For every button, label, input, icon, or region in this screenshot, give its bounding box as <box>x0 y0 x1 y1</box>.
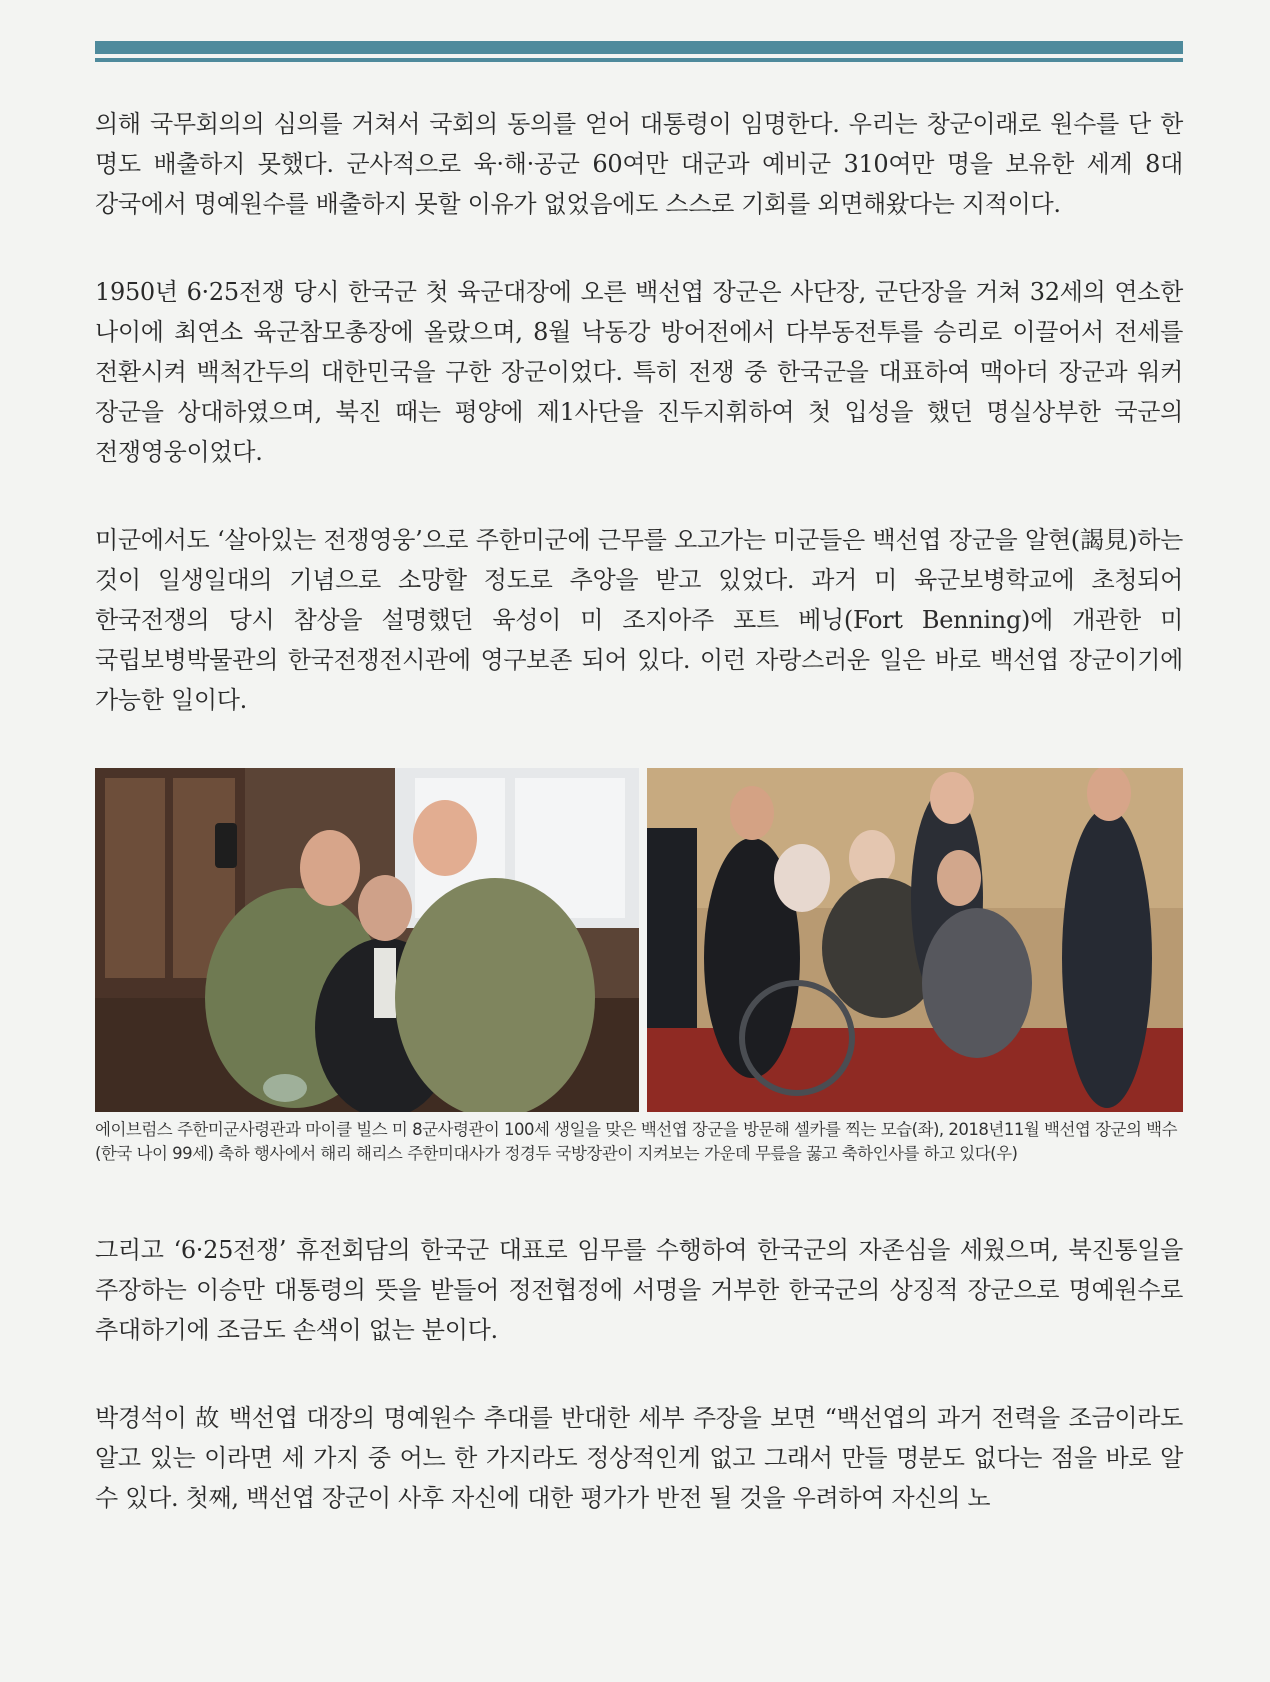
photo-selfie <box>95 768 639 1112</box>
photo-row <box>95 768 1183 1112</box>
photo-greeting <box>647 768 1183 1112</box>
article-body <box>95 104 1183 1518</box>
photo-caption: 에이브럼스 주한미군사령관과 마이클 빌스 미 8군사령관이 100세 생일을 맞은 백선엽 장군을 방문해 셀카를 찍는 모습(좌), 2018년11월 백선엽 장군의 백수(한국 나이 99세) 축하 행사에서 해리 해리스 주한미대사가 정경두 국방장관이 지켜보는 가운데 무릎을 꿇고 축하인사를 하고 있다(우) <box>95 1120 1178 1163</box>
paragraph-5: 박경석이 故 백선엽 대장의 명예원수 추대를 반대한 세부 주장을 보면 “백선엽의 과거 전력을 조금이라도 알고 있는 이라면 세 가지 중 어느 한 가지라도 정상적인게 없고 그래서 만들 명분도 없다는 점을 바로 알 수 있다. 첫째, 백선엽 장군이 사후 자신에 대한 평가가 반전 될 것을 우려하여 자신의 노 <box>95 1404 1183 1512</box>
paragraph-4: 그리고 ‘6·25전쟁’ 휴전회담의 한국군 대표로 임무를 수행하여 한국군의 자존심을 세웠으며, 북진통일을 주장하는 이승만 대통령의 뜻을 받들어 정전협정에 서명을 거부한 한국군의 상징적 장군으로 명예원수로 추대하기에 조금도 손색이 없는 분이다. <box>95 1236 1183 1344</box>
paragraph-3: 미군에서도 ‘살아있는 전쟁영웅’으로 주한미군에 근무를 오고가는 미군들은 백선엽 장군을 알현(謁見)하는 것이 일생일대의 기념으로 소망할 정도로 추앙을 받고 있었다. 과거 미 육군보병학교에 초청되어 한국전쟁의 당시 참상을 설명했던 육성이 미 조지아주 포트 베닝(Fort Benning)에 개관한 미 국립보병박물관의 한국전쟁전시관에 영구보존 되어 있다. 이런 자랑스러운 일은 바로 백선엽 장군이기에 가능한 일이다. <box>95 526 1183 714</box>
header-rule-thin <box>95 58 1183 62</box>
paragraph-2: 1950년 6·25전쟁 당시 한국군 첫 육군대장에 오른 백선엽 장군은 사단장, 군단장을 거쳐 32세의 연소한 나이에 최연소 육군참모총장에 올랐으며, 8월 낙동강 방어전에서 다부동전투를 승리로 이끌어서 전세를 전환시켜 백척간두의 대한민국을 구한 장군이었다. 특히 전쟁 중 한국군을 대표하여 맥아더 장군과 워커 장군을 상대하였으며, 북진 때는 평양에 제1사단을 진두지휘하여 첫 입성을 했던 명실상부한 국군의 전쟁영웅이었다. <box>95 278 1183 466</box>
paragraph-1: 의해 국무회의의 심의를 거쳐서 국회의 동의를 얻어 대통령이 임명한다. 우리는 창군이래로 원수를 단 한 명도 배출하지 못했다. 군사적으로 육·해·공군 60여만 대군과 예비군 310여만 명을 보유한 세계 8대 강국에서 명예원수를 배출하지 못할 이유가 없었음에도 스스로 기회를 외면해왔다는 지적이다. <box>95 110 1183 218</box>
header-rule-thick <box>95 41 1183 54</box>
